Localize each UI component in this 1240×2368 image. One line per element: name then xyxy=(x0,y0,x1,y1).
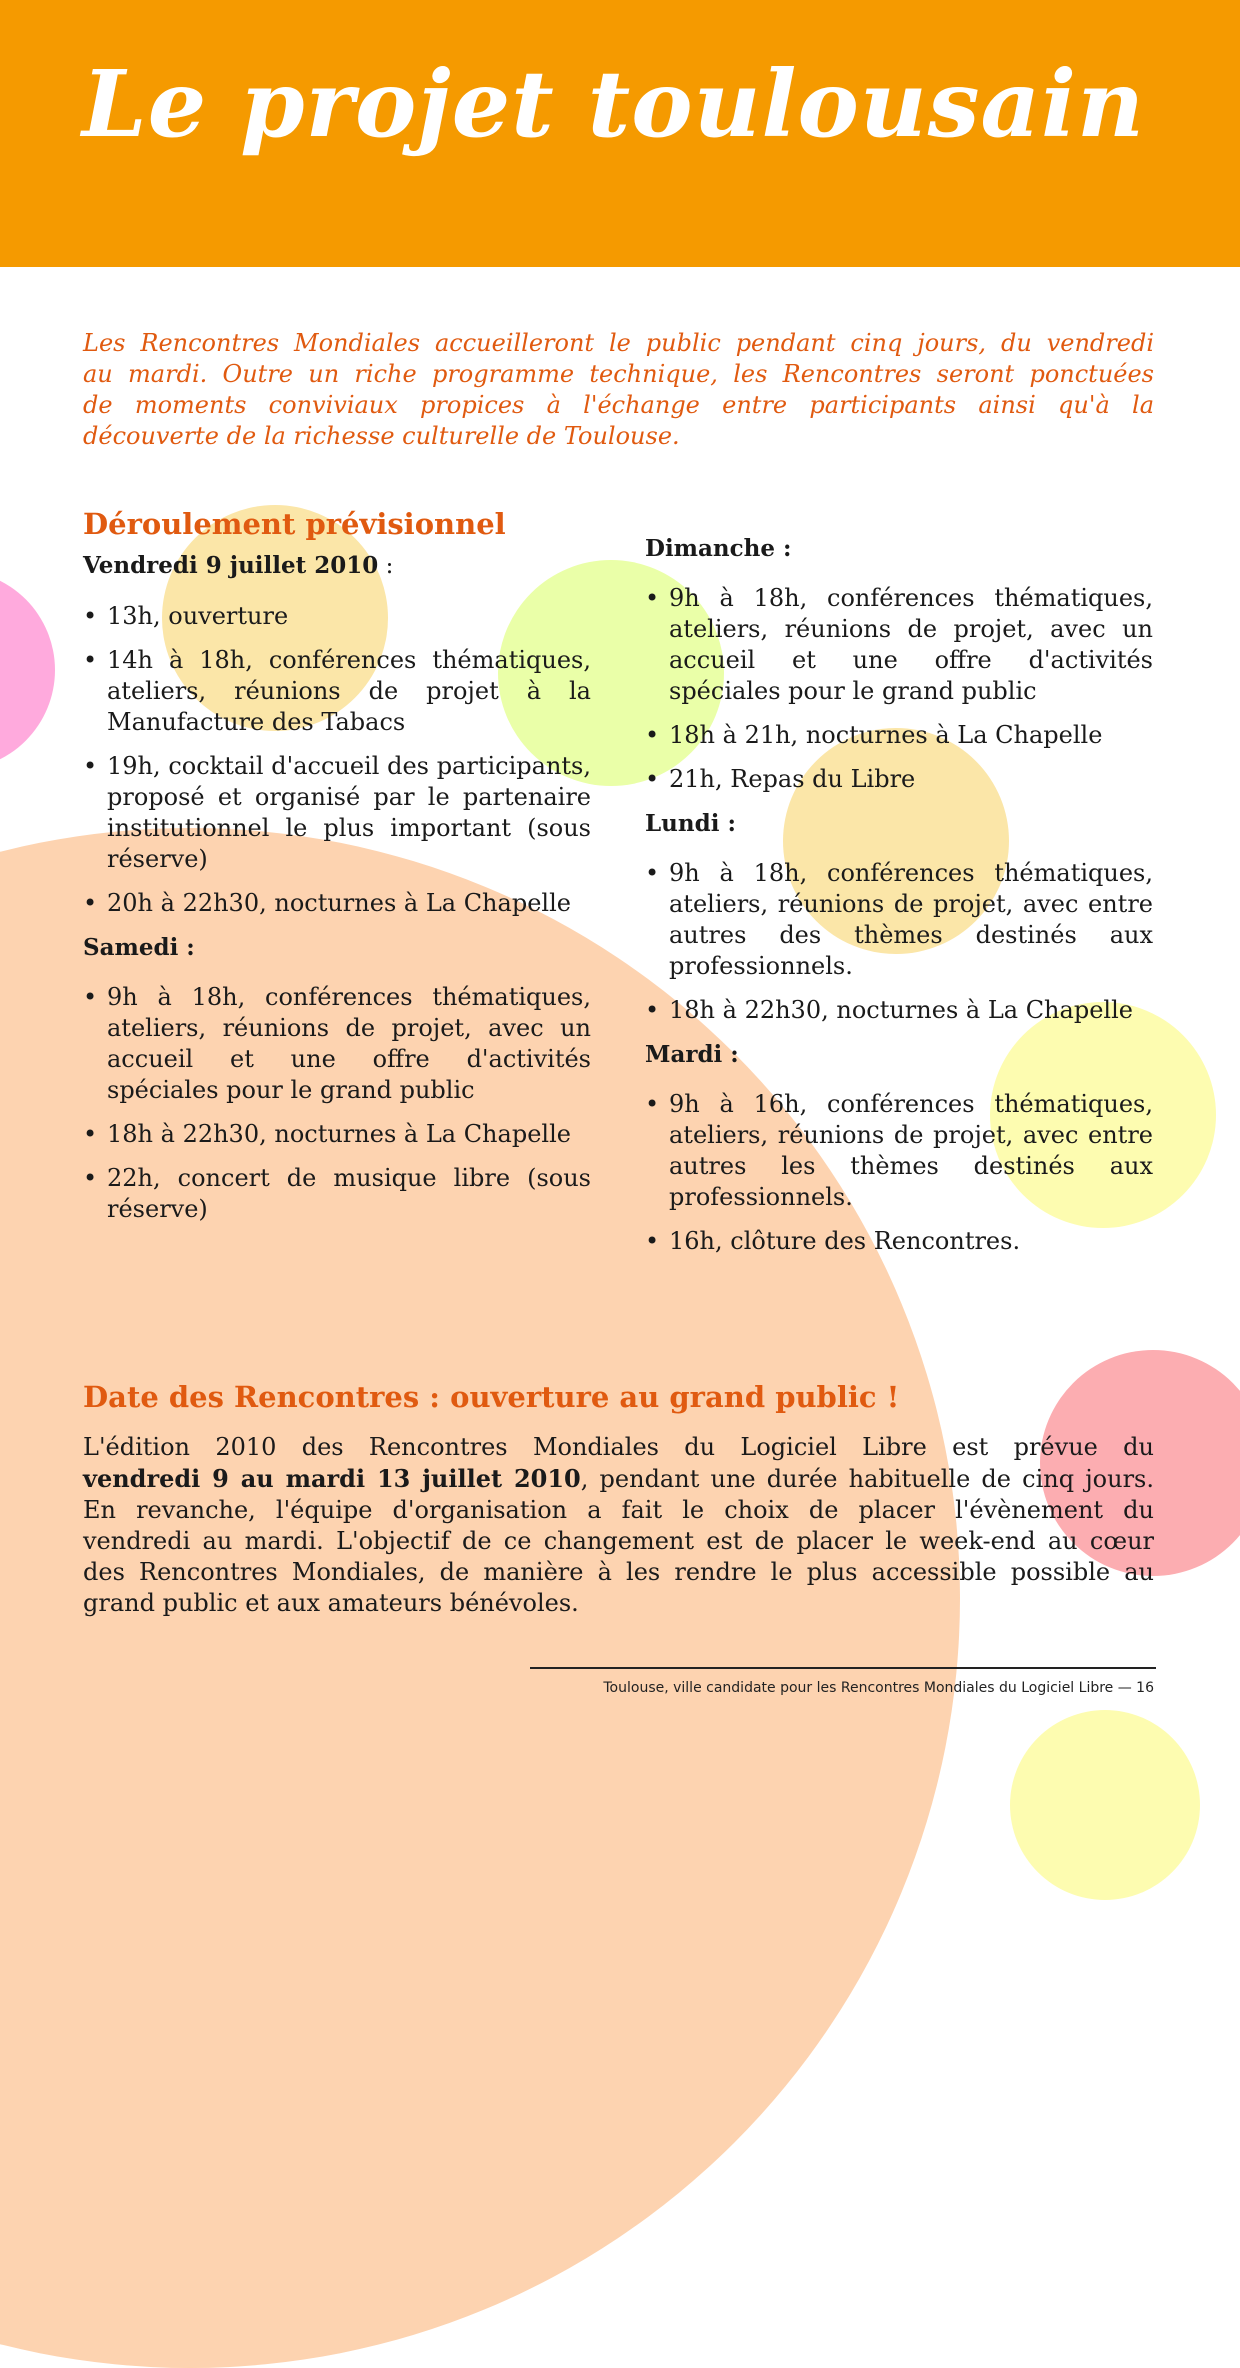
day-title-friday xyxy=(83,550,591,582)
list-item: • 9h à 16h, conférences thématiques, ateliers, réunions de projet, avec entre autres les thèmes destinés aux professionnels. xyxy=(645,1090,1153,1211)
footer-divider xyxy=(530,1667,1156,1669)
list-item: • 22h, concert de musique libre (sous réserve) xyxy=(83,1164,591,1223)
dates-line xyxy=(83,1463,1154,1495)
day-title-monday: Lundi : xyxy=(645,810,736,837)
friday-list xyxy=(83,601,591,919)
schedule-heading: Déroulement prévisionnel xyxy=(83,507,506,541)
list-item: • 16h, clôture des Rencontres. xyxy=(645,1227,1021,1255)
saturday-list xyxy=(83,982,591,1225)
dates-line: grand public et aux amateurs bénévoles. xyxy=(83,1589,579,1617)
dates-paragraph xyxy=(83,1432,1154,1619)
intro-paragraph xyxy=(83,328,1154,452)
intro-line: découverte de la richesse culturelle de Toulouse. xyxy=(83,422,680,450)
dates-heading: Date des Rencontres : ouverture au grand public ! xyxy=(83,1380,900,1414)
list-item: • 19h, cocktail d'accueil des participants, proposé et organisé par le partenaire institutionnel le plus important (sous réserve) xyxy=(83,752,591,873)
list-item-text: 20h à 22h30, nocturnes à La Chapelle xyxy=(107,889,571,917)
dates-line: vendredi au mardi. L'objectif de ce changement est de placer le week-end au cœur xyxy=(83,1527,1154,1555)
dates-line: des Rencontres Mondiales, de manière à les rendre le plus accessible possible au xyxy=(83,1558,1154,1586)
list-item: • 21h, Repas du Libre xyxy=(645,765,916,793)
schedule-left-column xyxy=(83,505,591,1238)
dates-line-rest: , pendant une durée habituelle de cinq jours. xyxy=(580,1465,1155,1493)
sunday-list xyxy=(645,583,1153,795)
day-title-colon: : xyxy=(378,553,394,579)
decorative-circle-yellow xyxy=(1010,1710,1200,1900)
footer-text: Toulouse, ville candidate pour les Rencontres Mondiales du Logiciel Libre — 16 xyxy=(603,1680,1154,1696)
list-item-text: 21h, Repas du Libre xyxy=(669,765,916,793)
day-title-tuesday: Mardi : xyxy=(645,1041,739,1068)
decorative-circle-pink xyxy=(0,570,55,770)
list-item: • 18h à 22h30, nocturnes à La Chapelle xyxy=(83,1120,571,1148)
list-item-text: 14h à 18h, conférences thématiques, ateliers, réunions de projet à la Manufacture des Tabacs xyxy=(107,646,591,736)
list-item-text: 18h à 22h30, nocturnes à La Chapelle xyxy=(669,996,1133,1024)
dates-highlight: vendredi 9 au mardi 13 juillet 2010 xyxy=(83,1464,581,1493)
list-item-text: 18h à 21h, nocturnes à La Chapelle xyxy=(669,721,1103,749)
tuesday-list xyxy=(645,1089,1153,1257)
dates-line: L'édition 2010 des Rencontres Mondiales du Logiciel Libre est prévue du xyxy=(83,1433,1154,1461)
list-item-text: 9h à 18h, conférences thématiques, ateliers, réunions de projet, avec un accueil et une offre d'activités spéciales pour le grand public xyxy=(107,983,591,1104)
list-item-text: 9h à 16h, conférences thématiques, ateliers, réunions de projet, avec entre autres les thèmes destinés aux professionnels. xyxy=(669,1090,1153,1211)
schedule-right-column xyxy=(645,533,1153,1270)
list-item-text: 19h, cocktail d'accueil des participants, proposé et organisé par le partenaire institutionnel le plus important (sous réserve) xyxy=(107,752,591,873)
day-title-saturday: Samedi : xyxy=(83,934,195,961)
list-item: • 13h, ouverture xyxy=(83,602,289,630)
list-item: • 20h à 22h30, nocturnes à La Chapelle xyxy=(83,889,571,917)
dates-line: En revanche, l'équipe d'organisation a fait le choix de placer l'évènement du xyxy=(83,1496,1154,1524)
header-banner xyxy=(0,0,1240,267)
list-item-text: 18h à 22h30, nocturnes à La Chapelle xyxy=(107,1120,571,1148)
monday-list xyxy=(645,858,1153,1026)
list-item-text: 16h, clôture des Rencontres. xyxy=(669,1227,1021,1255)
page-title: Le projet toulousain xyxy=(82,50,1145,158)
list-item-text: 22h, concert de musique libre (sous réserve) xyxy=(107,1164,591,1223)
list-item: • 18h à 22h30, nocturnes à La Chapelle xyxy=(645,996,1133,1024)
list-item: • 18h à 21h, nocturnes à La Chapelle xyxy=(645,721,1103,749)
list-item-text: 9h à 18h, conférences thématiques, ateliers, réunions de projet, avec un accueil et une offre d'activités spéciales pour le grand public xyxy=(669,584,1153,705)
list-item: • 9h à 18h, conférences thématiques, ateliers, réunions de projet, avec un accueil et une offre d'activités spéciales pour le grand public xyxy=(83,983,591,1104)
day-title-text: Vendredi 9 juillet 2010 xyxy=(83,552,379,579)
list-item: • 14h à 18h, conférences thématiques, ateliers, réunions de projet à la Manufacture des Tabacs xyxy=(83,646,591,736)
intro-line: Les Rencontres Mondiales accueilleront le public pendant cinq jours, du vendredi xyxy=(83,329,1154,357)
day-title-sunday: Dimanche : xyxy=(645,535,792,562)
list-item-text: 9h à 18h, conférences thématiques, ateliers, réunions de projet, avec entre autres des thèmes destinés aux professionnels. xyxy=(669,859,1153,980)
intro-line: au mardi. Outre un riche programme technique, les Rencontres seront ponctuées xyxy=(83,360,1154,388)
intro-line: de moments conviviaux propices à l'échange entre participants ainsi qu'à la xyxy=(83,391,1154,419)
list-item: • 9h à 18h, conférences thématiques, ateliers, réunions de projet, avec entre autres des thèmes destinés aux professionnels. xyxy=(645,859,1153,980)
list-item-text: 13h, ouverture xyxy=(107,602,289,630)
list-item: • 9h à 18h, conférences thématiques, ateliers, réunions de projet, avec un accueil et une offre d'activités spéciales pour le grand public xyxy=(645,584,1153,705)
